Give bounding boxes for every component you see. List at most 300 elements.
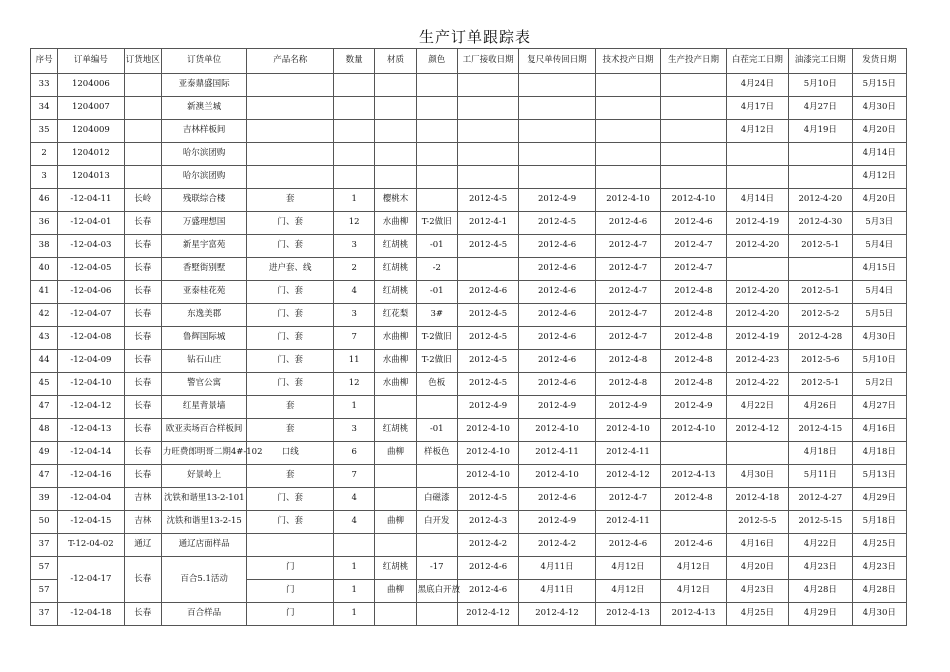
table-cell[interactable]: 套 — [247, 189, 334, 212]
table-cell[interactable]: 门、套 — [247, 488, 334, 511]
table-cell[interactable]: 曲柳 — [375, 580, 416, 603]
table-cell[interactable]: 4 — [334, 488, 375, 511]
table-cell[interactable]: T-2做旧 — [416, 212, 457, 235]
table-cell[interactable]: 4月18日 — [789, 442, 852, 465]
table-cell[interactable]: 门、套 — [247, 235, 334, 258]
table-cell[interactable]: 2012-4-6 — [519, 304, 596, 327]
table-cell[interactable] — [595, 143, 660, 166]
table-cell[interactable]: 白磁漆 — [416, 488, 457, 511]
table-cell[interactable]: 4月14日 — [852, 143, 906, 166]
table-cell[interactable] — [416, 120, 457, 143]
table-cell[interactable]: -12-04-03 — [58, 235, 124, 258]
table-cell[interactable]: 34 — [31, 97, 58, 120]
table-cell[interactable]: 2012-4-7 — [661, 235, 726, 258]
table-cell[interactable]: 1204013 — [58, 166, 124, 189]
table-cell[interactable]: 2012-4-30 — [789, 212, 852, 235]
table-cell[interactable]: 2012-4-27 — [789, 488, 852, 511]
table-cell[interactable]: 2012-4-6 — [519, 258, 596, 281]
table-cell[interactable]: 2012-4-12 — [726, 419, 788, 442]
table-cell[interactable]: 4月30日 — [852, 327, 906, 350]
table-cell[interactable]: 水曲柳 — [375, 327, 416, 350]
table-cell[interactable]: 2012-4-10 — [519, 419, 596, 442]
table-cell[interactable]: 4 — [334, 511, 375, 534]
table-cell[interactable] — [375, 465, 416, 488]
table-cell[interactable]: 1 — [334, 557, 375, 580]
table-cell[interactable]: 3 — [31, 166, 58, 189]
table-cell[interactable]: 2012-4-20 — [726, 281, 788, 304]
table-cell[interactable] — [124, 97, 161, 120]
table-cell[interactable] — [416, 189, 457, 212]
table-cell[interactable]: T-12-04-02 — [58, 534, 124, 557]
table-cell[interactable]: 4月17日 — [726, 97, 788, 120]
table-cell[interactable]: 5月4日 — [852, 281, 906, 304]
table-cell[interactable]: 钻石山庄 — [161, 350, 247, 373]
table-cell[interactable]: 长春 — [124, 396, 161, 419]
table-cell[interactable]: 7 — [334, 327, 375, 350]
table-cell[interactable]: 2012-4-8 — [661, 350, 726, 373]
table-cell[interactable] — [519, 74, 596, 97]
table-cell[interactable]: 门 — [247, 603, 334, 626]
table-cell[interactable]: 1204012 — [58, 143, 124, 166]
table-cell[interactable]: -12-04-18 — [58, 603, 124, 626]
table-cell[interactable] — [519, 97, 596, 120]
table-cell[interactable]: 5月18日 — [852, 511, 906, 534]
table-cell[interactable]: T-2做旧 — [416, 350, 457, 373]
table-cell[interactable]: 4月26日 — [789, 396, 852, 419]
table-cell[interactable]: 水曲柳 — [375, 373, 416, 396]
table-cell[interactable]: 12 — [334, 373, 375, 396]
table-cell[interactable]: 37 — [31, 534, 58, 557]
table-cell[interactable]: 2012-4-10 — [457, 465, 518, 488]
table-cell[interactable]: 2012-4-9 — [661, 396, 726, 419]
table-cell[interactable] — [247, 534, 334, 557]
table-cell[interactable]: 1 — [334, 580, 375, 603]
table-cell[interactable] — [789, 258, 852, 281]
table-cell[interactable]: 2012-4-5 — [457, 189, 518, 212]
table-cell[interactable]: -01 — [416, 281, 457, 304]
table-cell[interactable]: 2012-4-8 — [661, 488, 726, 511]
table-cell[interactable]: 1204009 — [58, 120, 124, 143]
table-cell[interactable]: 37 — [31, 603, 58, 626]
table-cell[interactable]: -01 — [416, 235, 457, 258]
table-cell[interactable]: -12-04-06 — [58, 281, 124, 304]
table-cell[interactable]: 长春 — [124, 281, 161, 304]
table-cell[interactable] — [726, 166, 788, 189]
table-cell[interactable] — [661, 97, 726, 120]
table-cell[interactable] — [457, 97, 518, 120]
table-cell[interactable]: 2012-4-11 — [519, 442, 596, 465]
table-cell[interactable] — [334, 534, 375, 557]
table-cell[interactable]: 2012-4-12 — [595, 465, 660, 488]
table-cell[interactable] — [789, 166, 852, 189]
table-cell[interactable]: 2012-5-2 — [789, 304, 852, 327]
table-cell[interactable]: 1204006 — [58, 74, 124, 97]
table-cell[interactable]: 4月12日 — [661, 557, 726, 580]
table-cell[interactable]: 2012-4-13 — [661, 465, 726, 488]
table-cell[interactable]: 长春 — [124, 327, 161, 350]
table-cell[interactable]: 4月24日 — [726, 74, 788, 97]
table-cell[interactable]: 1 — [334, 396, 375, 419]
table-cell[interactable]: 2012-4-6 — [519, 350, 596, 373]
table-cell[interactable]: 哈尔滨团购 — [161, 166, 247, 189]
table-cell[interactable] — [726, 442, 788, 465]
table-cell[interactable] — [519, 143, 596, 166]
table-cell[interactable]: 2012-4-9 — [519, 511, 596, 534]
table-cell[interactable]: 2012-4-6 — [661, 212, 726, 235]
table-cell[interactable]: 红胡桃 — [375, 258, 416, 281]
table-cell[interactable]: 43 — [31, 327, 58, 350]
table-cell[interactable]: 通辽店面样品 — [161, 534, 247, 557]
table-cell[interactable]: 1204007 — [58, 97, 124, 120]
table-cell[interactable]: 49 — [31, 442, 58, 465]
table-cell[interactable]: 2012-4-6 — [519, 281, 596, 304]
table-cell[interactable]: 4月23日 — [789, 557, 852, 580]
table-cell[interactable]: -12-04-11 — [58, 189, 124, 212]
table-cell[interactable]: 长春 — [124, 442, 161, 465]
table-cell[interactable]: 2012-4-5 — [457, 350, 518, 373]
table-cell[interactable] — [247, 143, 334, 166]
table-cell[interactable]: 4月30日 — [726, 465, 788, 488]
table-cell[interactable]: 2012-5-1 — [789, 281, 852, 304]
table-cell[interactable] — [457, 166, 518, 189]
table-cell[interactable]: 2012-4-7 — [661, 258, 726, 281]
table-cell[interactable]: 4月20日 — [852, 189, 906, 212]
table-cell[interactable]: 47 — [31, 396, 58, 419]
table-cell[interactable]: 12 — [334, 212, 375, 235]
table-cell[interactable]: 警官公寓 — [161, 373, 247, 396]
table-cell[interactable]: 2012-4-15 — [789, 419, 852, 442]
table-cell[interactable]: 红花梨 — [375, 304, 416, 327]
table-cell[interactable]: 48 — [31, 419, 58, 442]
table-cell[interactable]: 4月27日 — [789, 97, 852, 120]
table-cell[interactable]: 百合5.1活动 — [161, 557, 247, 603]
table-cell[interactable] — [416, 396, 457, 419]
table-cell[interactable] — [661, 143, 726, 166]
table-cell[interactable]: 2012-4-6 — [519, 327, 596, 350]
table-cell[interactable]: 4月28日 — [789, 580, 852, 603]
table-cell[interactable]: 长春 — [124, 373, 161, 396]
table-cell[interactable]: 门、套 — [247, 511, 334, 534]
table-cell[interactable]: 2012-4-28 — [789, 327, 852, 350]
table-cell[interactable]: 5月10日 — [852, 350, 906, 373]
table-cell[interactable]: 水曲柳 — [375, 212, 416, 235]
table-cell[interactable] — [247, 120, 334, 143]
table-cell[interactable]: 2012-4-11 — [595, 511, 660, 534]
table-cell[interactable]: 新星宇富苑 — [161, 235, 247, 258]
table-cell[interactable]: 46 — [31, 189, 58, 212]
table-cell[interactable]: 2012-4-10 — [595, 419, 660, 442]
table-cell[interactable]: 2012-4-8 — [661, 281, 726, 304]
table-cell[interactable]: 2012-4-6 — [519, 488, 596, 511]
table-cell[interactable] — [416, 465, 457, 488]
table-cell[interactable]: 2012-4-10 — [457, 442, 518, 465]
table-cell[interactable] — [375, 120, 416, 143]
table-cell[interactable]: 门、套 — [247, 327, 334, 350]
table-cell[interactable]: 2012-4-6 — [519, 235, 596, 258]
table-cell[interactable]: 2012-5-1 — [789, 235, 852, 258]
table-cell[interactable]: 2 — [334, 258, 375, 281]
table-cell[interactable]: 33 — [31, 74, 58, 97]
table-cell[interactable]: 鲁辉国际城 — [161, 327, 247, 350]
table-cell[interactable] — [661, 166, 726, 189]
table-cell[interactable]: 5月10日 — [789, 74, 852, 97]
table-cell[interactable]: 樱桃木 — [375, 189, 416, 212]
table-cell[interactable] — [334, 120, 375, 143]
table-cell[interactable]: 4月25日 — [852, 534, 906, 557]
table-cell[interactable]: 样板色 — [416, 442, 457, 465]
table-cell[interactable]: 4月29日 — [789, 603, 852, 626]
table-cell[interactable]: 2012-4-13 — [595, 603, 660, 626]
table-cell[interactable]: 沈铁和谐里13-2-101 — [161, 488, 247, 511]
table-cell[interactable]: -12-04-10 — [58, 373, 124, 396]
table-cell[interactable]: 2012-4-20 — [726, 235, 788, 258]
table-cell[interactable] — [595, 74, 660, 97]
table-cell[interactable]: -12-04-16 — [58, 465, 124, 488]
table-cell[interactable]: 57 — [31, 580, 58, 603]
table-cell[interactable]: 色板 — [416, 373, 457, 396]
table-cell[interactable]: 3 — [334, 304, 375, 327]
table-cell[interactable]: 2012-4-6 — [457, 580, 518, 603]
table-cell[interactable]: 2012-4-6 — [519, 373, 596, 396]
table-cell[interactable]: -12-04-08 — [58, 327, 124, 350]
table-cell[interactable]: 2012-4-8 — [595, 373, 660, 396]
table-cell[interactable] — [416, 166, 457, 189]
table-cell[interactable]: -2 — [416, 258, 457, 281]
table-cell[interactable]: 长春 — [124, 603, 161, 626]
table-cell[interactable]: 2012-4-7 — [595, 258, 660, 281]
table-cell[interactable] — [375, 488, 416, 511]
table-cell[interactable]: 2012-4-7 — [595, 327, 660, 350]
table-cell[interactable]: 红胡桃 — [375, 557, 416, 580]
table-cell[interactable] — [375, 166, 416, 189]
table-cell[interactable]: 4月22日 — [789, 534, 852, 557]
table-cell[interactable] — [457, 258, 518, 281]
table-cell[interactable]: 4月23日 — [852, 557, 906, 580]
table-cell[interactable] — [247, 74, 334, 97]
table-cell[interactable]: 2012-4-2 — [519, 534, 596, 557]
table-cell[interactable]: 亚泰桂花苑 — [161, 281, 247, 304]
table-cell[interactable]: -12-04-04 — [58, 488, 124, 511]
table-cell[interactable]: 4月19日 — [789, 120, 852, 143]
table-cell[interactable]: 香墅街别墅 — [161, 258, 247, 281]
table-cell[interactable] — [661, 442, 726, 465]
table-cell[interactable] — [661, 74, 726, 97]
table-cell[interactable]: 4月12日 — [595, 557, 660, 580]
table-cell[interactable]: 2012-4-5 — [457, 304, 518, 327]
table-cell[interactable]: 4月15日 — [852, 258, 906, 281]
table-cell[interactable] — [416, 603, 457, 626]
table-cell[interactable]: 通辽 — [124, 534, 161, 557]
table-cell[interactable]: 2012-4-9 — [519, 189, 596, 212]
table-cell[interactable]: 门 — [247, 580, 334, 603]
table-cell[interactable]: 39 — [31, 488, 58, 511]
table-cell[interactable] — [457, 120, 518, 143]
table-cell[interactable]: 2012-5-5 — [726, 511, 788, 534]
table-cell[interactable]: 2012-4-5 — [457, 373, 518, 396]
table-cell[interactable]: 2012-4-10 — [595, 189, 660, 212]
table-cell[interactable]: 36 — [31, 212, 58, 235]
table-cell[interactable]: 2 — [31, 143, 58, 166]
table-cell[interactable]: 进户套、线 — [247, 258, 334, 281]
table-cell[interactable] — [595, 97, 660, 120]
table-cell[interactable]: 41 — [31, 281, 58, 304]
table-cell[interactable]: -12-04-17 — [58, 557, 124, 603]
table-cell[interactable]: 6 — [334, 442, 375, 465]
table-cell[interactable]: 白开发 — [416, 511, 457, 534]
table-cell[interactable]: 4 — [334, 281, 375, 304]
table-cell[interactable]: 长春 — [124, 258, 161, 281]
table-cell[interactable]: -12-04-12 — [58, 396, 124, 419]
table-cell[interactable] — [375, 396, 416, 419]
table-cell[interactable]: 2012-4-6 — [595, 534, 660, 557]
table-cell[interactable]: 4月27日 — [852, 396, 906, 419]
table-cell[interactable]: 2012-4-20 — [726, 304, 788, 327]
table-cell[interactable]: 2012-4-6 — [661, 534, 726, 557]
table-cell[interactable] — [726, 258, 788, 281]
table-cell[interactable]: 2012-4-10 — [457, 419, 518, 442]
table-cell[interactable]: 50 — [31, 511, 58, 534]
table-cell[interactable] — [247, 97, 334, 120]
table-cell[interactable]: 2012-4-7 — [595, 488, 660, 511]
table-cell[interactable]: 好景岭上 — [161, 465, 247, 488]
table-cell[interactable]: 2012-4-1 — [457, 212, 518, 235]
table-cell[interactable]: 5月11日 — [789, 465, 852, 488]
table-cell[interactable]: 2012-4-3 — [457, 511, 518, 534]
table-cell[interactable] — [247, 166, 334, 189]
table-cell[interactable]: 2012-4-8 — [661, 304, 726, 327]
table-cell[interactable]: 4月30日 — [852, 97, 906, 120]
table-cell[interactable]: 40 — [31, 258, 58, 281]
table-cell[interactable]: 2012-4-20 — [789, 189, 852, 212]
table-cell[interactable]: 长春 — [124, 350, 161, 373]
table-cell[interactable]: 水曲柳 — [375, 350, 416, 373]
table-cell[interactable]: 红胡桃 — [375, 281, 416, 304]
table-cell[interactable]: -01 — [416, 419, 457, 442]
table-cell[interactable]: 4月18日 — [852, 442, 906, 465]
table-cell[interactable]: 黑底白开放 — [416, 580, 457, 603]
table-cell[interactable] — [457, 143, 518, 166]
table-cell[interactable] — [334, 97, 375, 120]
table-cell[interactable] — [124, 120, 161, 143]
table-cell[interactable] — [726, 143, 788, 166]
table-cell[interactable]: 2012-4-9 — [595, 396, 660, 419]
table-cell[interactable]: 5月5日 — [852, 304, 906, 327]
table-cell[interactable]: 2012-4-10 — [661, 419, 726, 442]
table-cell[interactable]: 2012-4-12 — [457, 603, 518, 626]
table-cell[interactable] — [334, 74, 375, 97]
table-cell[interactable]: 2012-5-6 — [789, 350, 852, 373]
table-cell[interactable]: 2012-4-5 — [519, 212, 596, 235]
table-cell[interactable] — [457, 74, 518, 97]
table-cell[interactable]: 哈尔滨团购 — [161, 143, 247, 166]
table-cell[interactable]: 5月2日 — [852, 373, 906, 396]
table-cell[interactable]: 力旺费郎明哥二期4#-102 — [161, 442, 247, 465]
table-cell[interactable] — [124, 143, 161, 166]
table-cell[interactable]: 2012-4-6 — [457, 557, 518, 580]
table-cell[interactable]: -12-04-14 — [58, 442, 124, 465]
table-cell[interactable]: 门、套 — [247, 350, 334, 373]
table-cell[interactable]: 2012-4-23 — [726, 350, 788, 373]
table-cell[interactable]: 2012-4-9 — [457, 396, 518, 419]
table-cell[interactable]: 2012-4-8 — [661, 373, 726, 396]
table-cell[interactable]: 5月15日 — [852, 74, 906, 97]
table-cell[interactable]: 万盛理想国 — [161, 212, 247, 235]
table-cell[interactable] — [416, 534, 457, 557]
table-cell[interactable]: 47 — [31, 465, 58, 488]
table-cell[interactable]: 3# — [416, 304, 457, 327]
table-cell[interactable]: 11 — [334, 350, 375, 373]
table-cell[interactable]: 口线 — [247, 442, 334, 465]
table-cell[interactable]: 套 — [247, 465, 334, 488]
table-cell[interactable]: 4月12日 — [661, 580, 726, 603]
table-cell[interactable]: 35 — [31, 120, 58, 143]
table-cell[interactable]: 2012-4-5 — [457, 488, 518, 511]
table-cell[interactable]: 2012-4-10 — [519, 465, 596, 488]
table-cell[interactable]: 4月23日 — [726, 580, 788, 603]
table-cell[interactable]: 2012-4-10 — [661, 189, 726, 212]
table-cell[interactable]: 2012-4-19 — [726, 327, 788, 350]
table-cell[interactable]: 3 — [334, 235, 375, 258]
table-cell[interactable] — [519, 120, 596, 143]
table-cell[interactable] — [595, 166, 660, 189]
table-cell[interactable]: 38 — [31, 235, 58, 258]
table-cell[interactable] — [789, 143, 852, 166]
table-cell[interactable]: 2012-4-7 — [595, 235, 660, 258]
table-cell[interactable] — [375, 97, 416, 120]
table-cell[interactable]: 2012-4-8 — [661, 327, 726, 350]
table-cell[interactable]: 45 — [31, 373, 58, 396]
table-cell[interactable] — [416, 97, 457, 120]
table-cell[interactable]: 2012-4-22 — [726, 373, 788, 396]
table-cell[interactable]: 亚泰鼎盛国际 — [161, 74, 247, 97]
table-cell[interactable]: 吉林 — [124, 488, 161, 511]
table-cell[interactable]: 1 — [334, 189, 375, 212]
table-cell[interactable]: 4月11日 — [519, 580, 596, 603]
table-cell[interactable]: 1 — [334, 603, 375, 626]
table-cell[interactable]: 长岭 — [124, 189, 161, 212]
table-cell[interactable] — [334, 143, 375, 166]
table-cell[interactable]: 门 — [247, 557, 334, 580]
table-cell[interactable]: 44 — [31, 350, 58, 373]
table-cell[interactable]: 4月12日 — [852, 166, 906, 189]
table-cell[interactable]: 2012-4-6 — [457, 281, 518, 304]
table-cell[interactable]: 长春 — [124, 212, 161, 235]
table-cell[interactable]: 4月29日 — [852, 488, 906, 511]
table-cell[interactable]: 吉林 — [124, 511, 161, 534]
table-cell[interactable]: 曲柳 — [375, 442, 416, 465]
table-cell[interactable]: 2012-4-5 — [457, 235, 518, 258]
table-cell[interactable]: -12-04-13 — [58, 419, 124, 442]
table-cell[interactable]: 4月30日 — [852, 603, 906, 626]
table-cell[interactable]: 门、套 — [247, 212, 334, 235]
table-cell[interactable]: 5月4日 — [852, 235, 906, 258]
table-cell[interactable]: 4月12日 — [595, 580, 660, 603]
table-cell[interactable]: 2012-5-1 — [789, 373, 852, 396]
table-cell[interactable]: 红星背景墙 — [161, 396, 247, 419]
table-cell[interactable]: 2012-4-12 — [519, 603, 596, 626]
table-cell[interactable]: 长春 — [124, 304, 161, 327]
table-cell[interactable]: -12-04-05 — [58, 258, 124, 281]
table-cell[interactable]: 4月16日 — [852, 419, 906, 442]
table-cell[interactable]: 4月20日 — [726, 557, 788, 580]
table-cell[interactable]: 4月16日 — [726, 534, 788, 557]
table-cell[interactable]: 2012-4-6 — [595, 212, 660, 235]
table-cell[interactable]: T-2做旧 — [416, 327, 457, 350]
table-cell[interactable]: 长春 — [124, 235, 161, 258]
table-cell[interactable]: 2012-4-11 — [595, 442, 660, 465]
table-cell[interactable]: 4月28日 — [852, 580, 906, 603]
table-cell[interactable] — [375, 74, 416, 97]
